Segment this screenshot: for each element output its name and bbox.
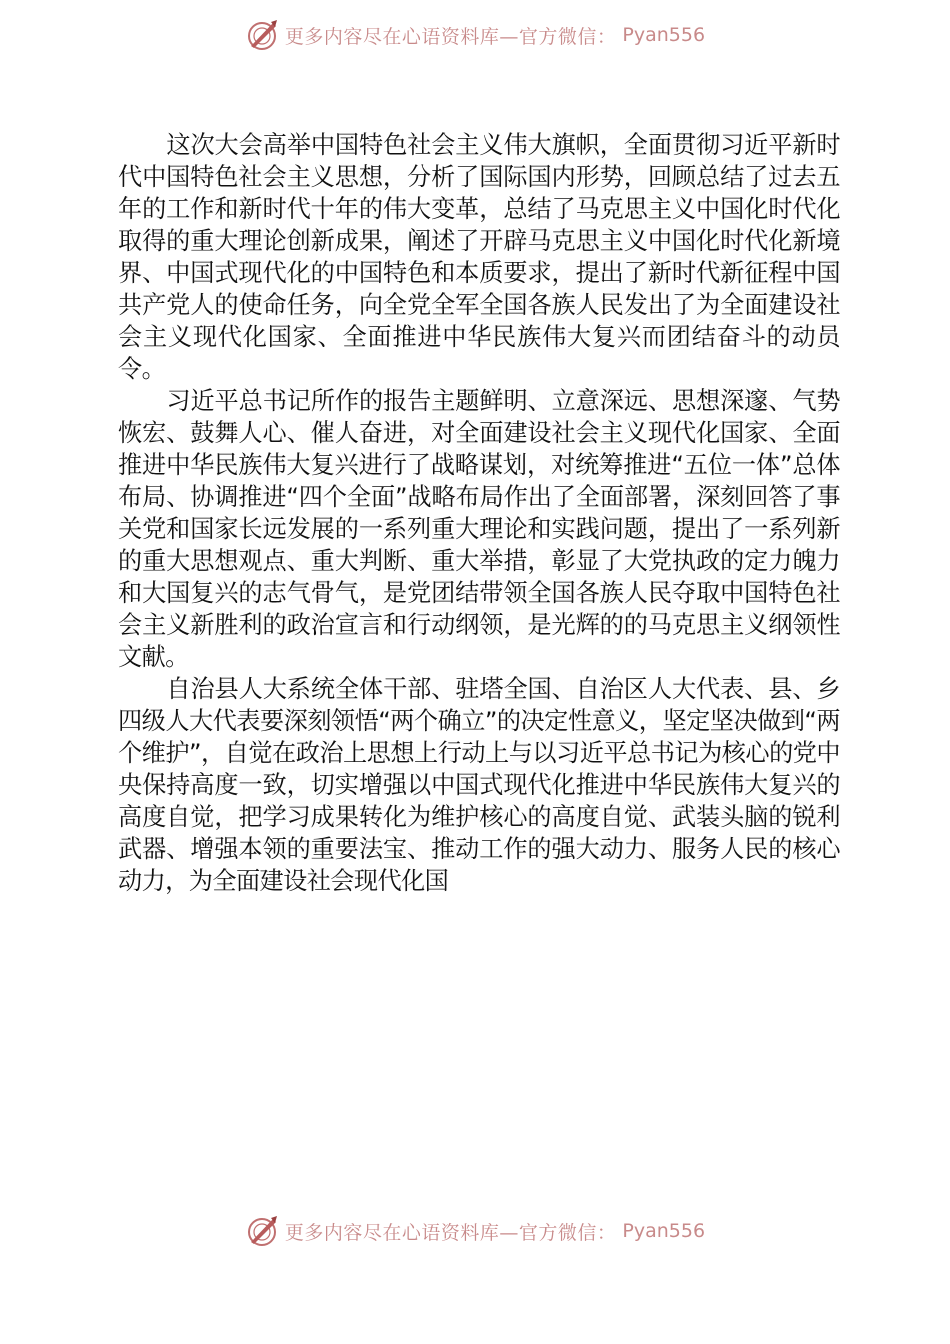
watermark-footer <box>0 1211 950 1251</box>
document-body <box>118 129 840 897</box>
paragraph-3: 自治县人大系统全体干部、驻塔全国、自治区人大代表、县、乡四级人大代表要深刻领悟“两个确立”的决定性意义，坚定坚决做到“两个维护”，自觉在政治上思想上行动上与以习近平总书记为核心的党中央保持高度一致，切实增强以中国式现代化推进中华民族伟大复兴的高度自觉，把学习成果转化为维护核心的高度自觉、武装头脑的锐利武器、增强本领的重要法宝、推动工作的强大动力、服务人民的核心动力，为全面建设社会现代化国 <box>118 675 840 895</box>
pen-logo-icon <box>245 1214 279 1248</box>
watermark-text: 更多内容尽在心语资料库—官方微信： <box>284 25 617 48</box>
paragraph-2: 习近平总书记所作的报告主题鲜明、立意深远、思想深邃、气势恢宏、鼓舞人心、催人奋进，对全面建设社会主义现代化国家、全面推进中华民族伟大复兴进行了战略谋划，对统筹推进“五位一体”总体布局、协调推进“四个全面”战略布局作出了全面部署，深刻回答了事关党和国家长远发展的一系列重大理论和实践问题，提出了一系列新的重大思想观点、重大判断、重大举措，彰显了大党执政的定力魄力和大国复兴的志气骨气，是党团结带领全国各族人民夺取中国特色社会主义新胜利的政治宣言和行动纲领，是光辉的的马克思主义纲领性文献。 <box>118 387 840 671</box>
watermark-wechat-id: Pyan556 <box>622 24 706 46</box>
watermark-text: 更多内容尽在心语资料库—官方微信： <box>284 1221 617 1244</box>
watermark-header <box>0 15 950 55</box>
watermark-wechat-id: Pyan556 <box>622 1220 706 1242</box>
pen-logo-icon <box>245 18 279 52</box>
paragraph-1: 这次大会高举中国特色社会主义伟大旗帜，全面贯彻习近平新时代中国特色社会主义思想，分析了国际国内形势，回顾总结了过去五年的工作和新时代十年的伟大变革，总结了马克思主义中国化时代化取得的重大理论创新成果，阐述了开辟马克思主义中国化时代化新境界、中国式现代化的中国特色和本质要求，提出了新时代新征程中国共产党人的使命任务，向全党全军全国各族人民发出了为全面建设社会主义现代化国家、全面推进中华民族伟大复兴而团结奋斗的动员令。 <box>118 131 840 383</box>
